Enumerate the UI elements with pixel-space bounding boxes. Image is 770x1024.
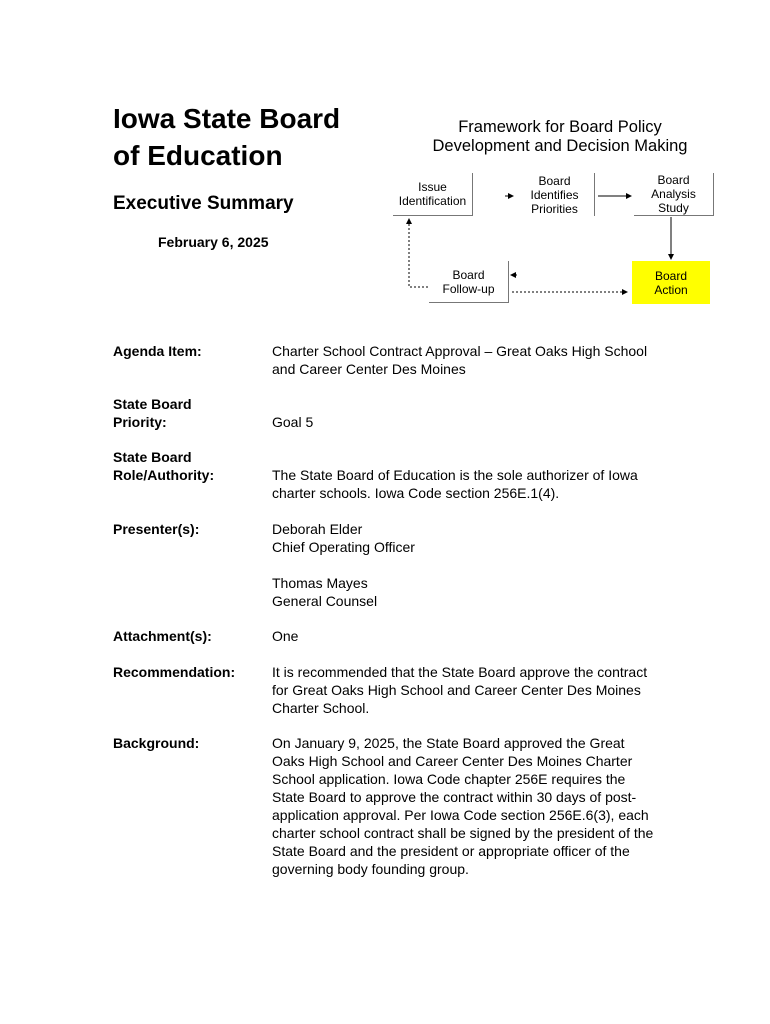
box-action-line-1: Board — [654, 268, 687, 283]
attachments-value: One — [272, 628, 299, 644]
recommendation-label: Recommendation: — [113, 664, 236, 680]
box-action-line-2: Action — [654, 282, 688, 297]
box-issue-line-2: Identification — [398, 194, 467, 208]
box-priorities-line-3: Priorities — [531, 201, 578, 216]
box-priorities-line-2: Identifies — [530, 187, 579, 202]
agenda-item-value: Charter School Contract Approval – Great Oaks High School and Career Center Des Moines — [272, 343, 648, 377]
state-board-role-value: The State Board of Education is the sole authorizer of Iowa charter schools. Iowa Code section 256E.1(4). — [272, 467, 638, 501]
box-followup-line-2: Follow-up — [442, 281, 495, 296]
box-board-analysis-study — [634, 173, 714, 216]
presenter-1-name: Deborah Elder — [272, 521, 363, 537]
box-board-follow-up — [429, 261, 509, 303]
state-board-priority-value: Goal 5 — [272, 414, 314, 430]
box-issue-line-1: Issue — [418, 180, 447, 194]
priority-label-line-2: Priority: — [113, 414, 167, 430]
background-label: Background: — [113, 735, 200, 751]
box-followup-line-1: Board — [452, 267, 485, 282]
role-label-line-2: Role/Authority: — [113, 467, 215, 483]
box-analysis-line-1: Board — [657, 173, 690, 187]
background-value: On January 9, 2025, the State Board approved the Great Oaks High School and Career Center Des Moines Charter School application. Iowa Code chapter 256E requires the State Board to approve the contract within 30 days of post-application approval. Per Iowa Code section 256E.6(3), each charter school contract shall be signed by the president of the State Board and the president or appropriate officer of the governing body founding group. — [272, 735, 654, 877]
box-board-action — [632, 261, 710, 304]
presenter-2 — [272, 574, 662, 610]
box-priorities-line-1: Board — [538, 173, 571, 188]
state-board-priority-label — [113, 395, 192, 431]
presenter-1-title: Chief Operating Officer — [272, 539, 415, 555]
arrow-followup-to-issue — [409, 219, 428, 287]
presenters-label: Presenter(s): — [113, 521, 200, 537]
recommendation-value: It is recommended that the State Board approve the contract for Great Oaks High School and Career Center Des Moines Charter School. — [272, 664, 648, 716]
presenter-2-title: General Counsel — [272, 593, 378, 609]
box-issue-identification — [393, 173, 473, 216]
role-label-line-1: State Board — [113, 449, 192, 465]
priority-label-line-1: State Board — [113, 396, 192, 412]
title-line-1: Iowa State Board — [113, 103, 341, 134]
title-line-2: of Education — [113, 140, 283, 171]
box-board-identifies-priorities — [515, 173, 595, 216]
box-analysis-line-3: Study — [658, 201, 689, 215]
attachments-label: Attachment(s): — [113, 628, 212, 644]
state-board-role-label — [113, 448, 214, 484]
meeting-date: February 6, 2025 — [158, 234, 269, 250]
presenter-1 — [272, 520, 662, 556]
framework-title-line-1: Framework for Board Policy — [458, 118, 662, 136]
framework-title-line-2: Development and Decision Making — [432, 137, 688, 155]
presenter-2-name: Thomas Mayes — [272, 575, 368, 591]
executive-summary-heading: Executive Summary — [113, 193, 294, 214]
box-analysis-line-2: Analysis — [651, 187, 696, 201]
agenda-item-label: Agenda Item: — [113, 343, 202, 359]
